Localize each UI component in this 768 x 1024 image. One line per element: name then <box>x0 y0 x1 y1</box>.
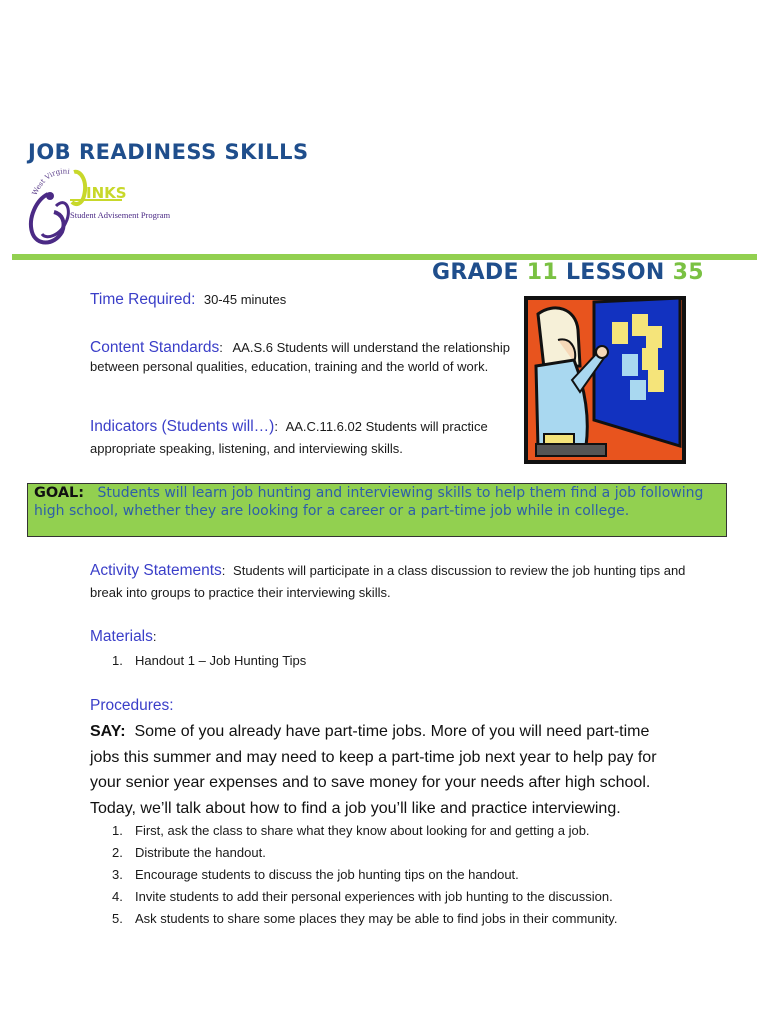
say-label: SAY: <box>90 723 126 740</box>
activity-statements: Activity Statements: Students will participate in a class discussion to review the job hunting tips and break into groups to practice their interviewing skills. <box>90 562 686 600</box>
procedures-label: Procedures: <box>90 697 174 714</box>
time-required-value: 30-45 minutes <box>203 292 287 307</box>
activity-label: Activity Statements <box>90 562 222 579</box>
materials-list <box>90 650 650 672</box>
list-item: 1. First, ask the class to share what they know about looking for and getting a job. <box>112 823 590 838</box>
list-item: 3. Encourage students to discuss the job hunting tips on the handout. <box>112 867 519 882</box>
say-text: Some of you already have part-time jobs. More of you will need part-time jobs this summer and may need to keep a part-time job next year to help pay for your senior year expenses and to save money for your needs after high school. Today, we’ll talk about how to find a job you’ll like and practice interviewing. <box>90 723 657 817</box>
lesson-label: LESSON <box>565 260 665 285</box>
time-required <box>90 290 510 309</box>
lesson-number: 35 <box>672 260 704 285</box>
indicators-label: Indicators (Students will…) <box>90 418 275 435</box>
logo-brand: INKS <box>86 184 127 202</box>
say-paragraph <box>90 719 680 821</box>
content-standards-label: Content Standards <box>90 339 220 356</box>
goal-text: Students will learn job hunting and interviewing skills to help them find a job following high school, whether they are looking for a career or a part-time job while in college. <box>34 485 704 519</box>
list-item: 5. Ask students to share some places they may be able to find jobs in their community. <box>112 911 618 926</box>
grade-label: GRADE <box>432 260 519 285</box>
content-standards: Content Standards: AA.S.6 Students will understand the relationship between personal qualities, education, training and the world of work. <box>90 339 511 374</box>
goal-box <box>27 483 727 537</box>
activity-text: Students will participate in a class discussion to review the job hunting tips and break into groups to practice their interviewing skills. <box>90 563 686 600</box>
page-title: JOB READINESS SKILLS <box>28 140 309 164</box>
time-required-label: Time Required: <box>90 291 196 308</box>
indicators: Indicators (Students will…): AA.C.11.6.02 Students will practice appropriate speaking, listening, and interviewing skills. <box>90 418 488 456</box>
list-item: 4. Invite students to add their personal experiences with job hunting to the discussion. <box>112 889 613 904</box>
list-item: 1. Handout 1 – Job Hunting Tips <box>112 653 307 668</box>
goal-label: GOAL: <box>34 485 85 501</box>
logo-subtitle: Student Advisement Program <box>70 210 171 220</box>
wv-links-logo <box>26 166 196 248</box>
person-at-board-clipart <box>524 296 686 464</box>
content-standards-text: AA.S.6 Students will understand the relationship between personal qualities, education, training and the world of work. <box>90 340 511 374</box>
list-item: 2. Distribute the handout. <box>112 845 266 860</box>
grade-number: 11 <box>526 260 559 285</box>
procedures-steps <box>90 820 710 930</box>
grade-lesson-heading <box>432 260 704 285</box>
svg-text:West Virginia <box>26 166 71 197</box>
materials-heading: Materials: <box>90 628 157 645</box>
logo-arc-text: West Virgini <box>30 167 71 197</box>
materials-label: Materials <box>90 628 153 645</box>
indicators-text: AA.C.11.6.02 Students will practice appropriate speaking, listening, and interviewing skills. <box>90 419 488 456</box>
